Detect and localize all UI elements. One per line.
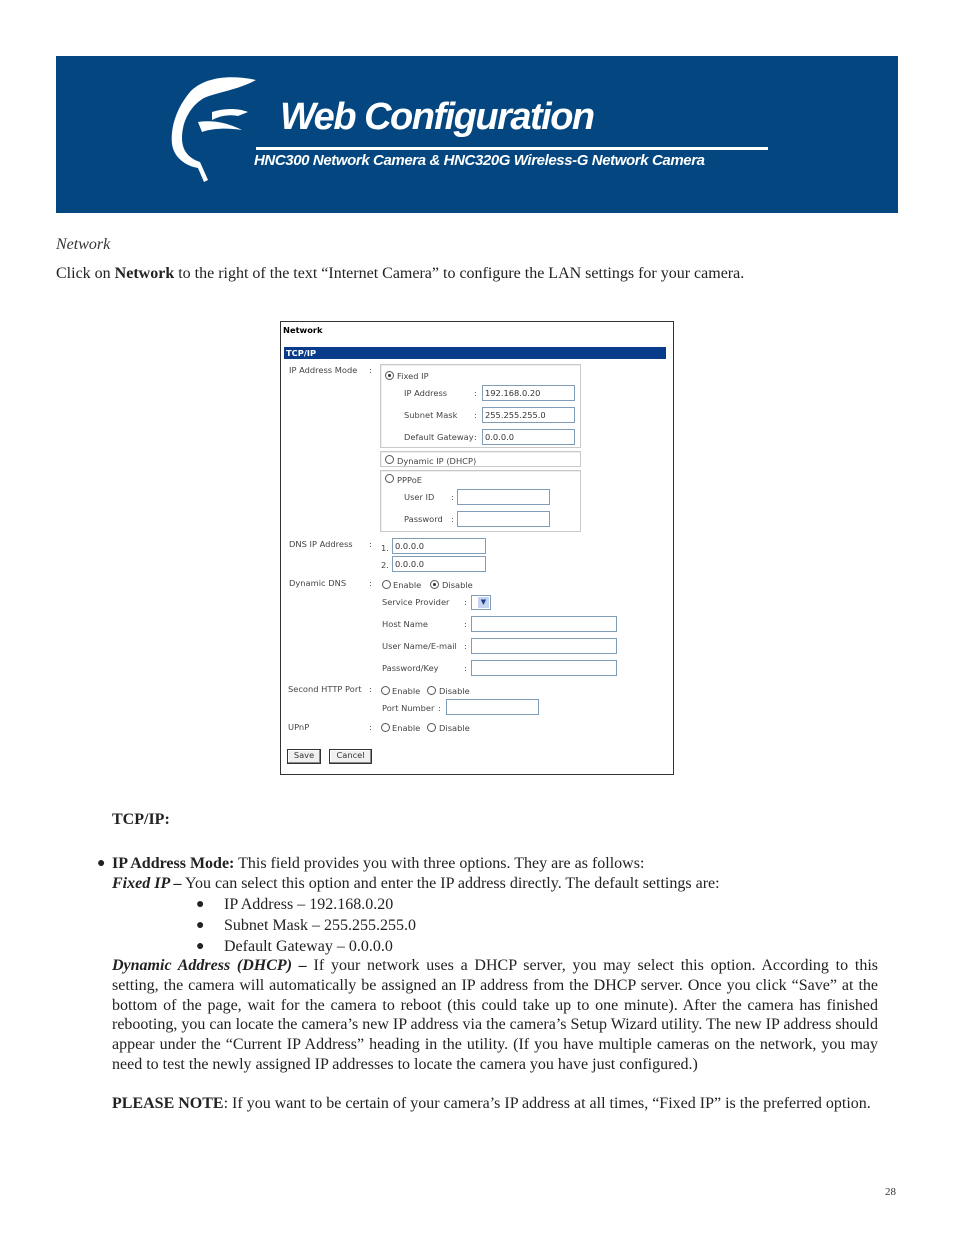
fixed-ip-paragraph bbox=[112, 874, 720, 894]
password-key-colon: : bbox=[464, 663, 467, 673]
ip-mode-text: This field provides you with three options. They are as follows: bbox=[234, 855, 645, 872]
intro-before: Click on bbox=[56, 265, 115, 282]
ddns-disable-label: Disable bbox=[442, 580, 473, 590]
dns-colon: : bbox=[369, 539, 372, 549]
upnp-label: UPnP bbox=[288, 722, 310, 732]
user-id-colon: : bbox=[451, 492, 454, 502]
user-id-label: User ID bbox=[404, 492, 435, 502]
dns1-input[interactable]: 0.0.0.0 bbox=[392, 538, 486, 554]
dhcp-radio[interactable] bbox=[385, 455, 394, 464]
save-button[interactable]: Save bbox=[287, 749, 321, 764]
http-disable-label: Disable bbox=[439, 686, 470, 696]
upnp-enable-label: Enable bbox=[392, 723, 421, 733]
upnp-colon: : bbox=[369, 722, 372, 732]
fixed-ip-text: You can select this option and enter the IP address directly. The default settings are: bbox=[181, 875, 720, 892]
service-provider-label: Service Provider bbox=[382, 597, 450, 607]
host-name-colon: : bbox=[464, 619, 467, 629]
pppoe-password-input[interactable] bbox=[457, 511, 550, 527]
upnp-disable-label: Disable bbox=[439, 723, 470, 733]
user-email-label: User Name/E-mail bbox=[382, 641, 457, 651]
bird-head-logo-icon bbox=[168, 74, 258, 186]
note-text: : If you want to be certain of your camera’s IP address at all times, “Fixed IP” is the preferred option. bbox=[223, 1095, 871, 1112]
ip-mode-paragraph bbox=[112, 854, 644, 874]
dhcp-label: Dynamic IP (DHCP) bbox=[397, 456, 477, 466]
password-key-input[interactable] bbox=[471, 660, 617, 676]
http-enable-radio[interactable] bbox=[381, 686, 390, 695]
host-name-input[interactable] bbox=[471, 616, 617, 632]
pppoe-user-id-input[interactable] bbox=[457, 489, 550, 505]
second-http-colon: : bbox=[369, 684, 372, 694]
service-provider-select[interactable] bbox=[471, 595, 491, 610]
ip-address-input[interactable]: 192.168.0.20 bbox=[482, 385, 575, 401]
pppoe-label: PPPoE bbox=[397, 475, 423, 485]
panel-title: Network bbox=[283, 325, 323, 335]
user-email-input[interactable] bbox=[471, 638, 617, 654]
dns-label: DNS IP Address bbox=[289, 539, 353, 549]
ddns-colon: : bbox=[369, 578, 372, 588]
password-colon: : bbox=[451, 514, 454, 524]
dhcp-paragraph bbox=[112, 956, 878, 1075]
port-number-input[interactable] bbox=[446, 699, 539, 715]
pppoe-radio[interactable] bbox=[385, 474, 394, 483]
default-gateway-label: Default Gateway bbox=[404, 432, 474, 442]
password-label: Password bbox=[404, 514, 443, 524]
ip-address-label: IP Address bbox=[404, 388, 448, 398]
fixed-ip-radio[interactable] bbox=[385, 371, 394, 380]
subnet-mask-colon: : bbox=[474, 410, 477, 420]
banner-title: Web Configuration bbox=[280, 96, 594, 138]
dns2-input[interactable]: 0.0.0.0 bbox=[392, 556, 486, 572]
dns2-number: 2. bbox=[381, 560, 389, 570]
ddns-label: Dynamic DNS bbox=[289, 578, 347, 588]
bullet-marker: ● bbox=[196, 897, 205, 912]
second-http-port-label: Second HTTP Port bbox=[288, 684, 362, 694]
fixed-ip-label: Fixed IP bbox=[397, 371, 429, 381]
upnp-disable-radio[interactable] bbox=[427, 723, 436, 732]
banner-rule bbox=[256, 147, 768, 150]
host-name-label: Host Name bbox=[382, 619, 429, 629]
ddns-enable-radio[interactable] bbox=[382, 580, 391, 589]
subnet-mask-input[interactable]: 255.255.255.0 bbox=[482, 407, 575, 423]
port-number-label: Port Number bbox=[382, 703, 435, 713]
tcpip-heading: TCP/IP: bbox=[112, 811, 170, 828]
default-gateway-item: Default Gateway – 0.0.0.0 bbox=[224, 938, 393, 955]
default-gateway-colon: : bbox=[474, 432, 477, 442]
bullet-marker: ● bbox=[97, 856, 106, 871]
note-bold: PLEASE NOTE bbox=[112, 1095, 224, 1112]
cancel-button[interactable]: Cancel bbox=[329, 749, 372, 764]
dns1-number: 1. bbox=[381, 543, 389, 553]
ip-mode-bold: IP Address Mode: bbox=[112, 855, 235, 872]
ip-address-colon: : bbox=[474, 388, 477, 398]
subnet-mask-label: Subnet Mask bbox=[404, 410, 458, 420]
please-note-paragraph bbox=[112, 1094, 878, 1114]
upnp-enable-radio[interactable] bbox=[381, 723, 390, 732]
dhcp-bold: Dynamic Address (DHCP) – bbox=[112, 957, 307, 974]
web-configuration-banner bbox=[56, 56, 898, 213]
bullet-marker: ● bbox=[196, 939, 205, 954]
fixed-ip-bold: Fixed IP – bbox=[112, 875, 182, 892]
ip-mode-label: IP Address Mode bbox=[289, 365, 358, 375]
ddns-disable-radio[interactable] bbox=[430, 580, 439, 589]
chevron-down-icon[interactable]: ▼ bbox=[478, 597, 489, 608]
intro-paragraph bbox=[56, 265, 744, 283]
default-gateway-input[interactable]: 0.0.0.0 bbox=[482, 429, 575, 445]
password-key-label: Password/Key bbox=[382, 663, 439, 673]
dhcp-text: If your network uses a DHCP server, you may select this option. According to this setting, the camera will automatically be assigned an IP address from the DHCP server. Once you click “Save” at the bottom of the page, wait for the camera to reboot (this could take up to one minute). After the camera has finished rebooting, you can locate the camera’s new IP address via the camera’s Setup Wizard utility. The new IP address should appear under the “Current IP Address” heading in the utility. (If you have multiple cameras on the network, you may need to test the newly assigned IP addresses to locate the camera you have just configured.) bbox=[112, 957, 878, 1073]
tcpip-section-bar: TCP/IP bbox=[284, 347, 666, 359]
intro-after: to the right of the text “Internet Camera” to configure the LAN settings for your camera. bbox=[174, 265, 745, 282]
ip-mode-colon: : bbox=[369, 365, 372, 375]
network-settings-screenshot bbox=[280, 321, 674, 775]
section-title: Network bbox=[56, 236, 111, 253]
default-ip-item: IP Address – 192.168.0.20 bbox=[224, 896, 394, 913]
http-enable-label: Enable bbox=[392, 686, 421, 696]
ddns-enable-label: Enable bbox=[393, 580, 422, 590]
user-email-colon: : bbox=[464, 641, 467, 651]
default-subnet-item: Subnet Mask – 255.255.255.0 bbox=[224, 917, 416, 934]
page-number: 28 bbox=[885, 1186, 896, 1198]
banner-subtitle: HNC300 Network Camera & HNC320G Wireless-G Network Camera bbox=[254, 152, 705, 169]
service-provider-colon: : bbox=[464, 597, 467, 607]
bullet-marker: ● bbox=[196, 918, 205, 933]
intro-network-link-text: Network bbox=[114, 265, 175, 282]
port-number-colon: : bbox=[438, 703, 441, 713]
http-disable-radio[interactable] bbox=[427, 686, 436, 695]
